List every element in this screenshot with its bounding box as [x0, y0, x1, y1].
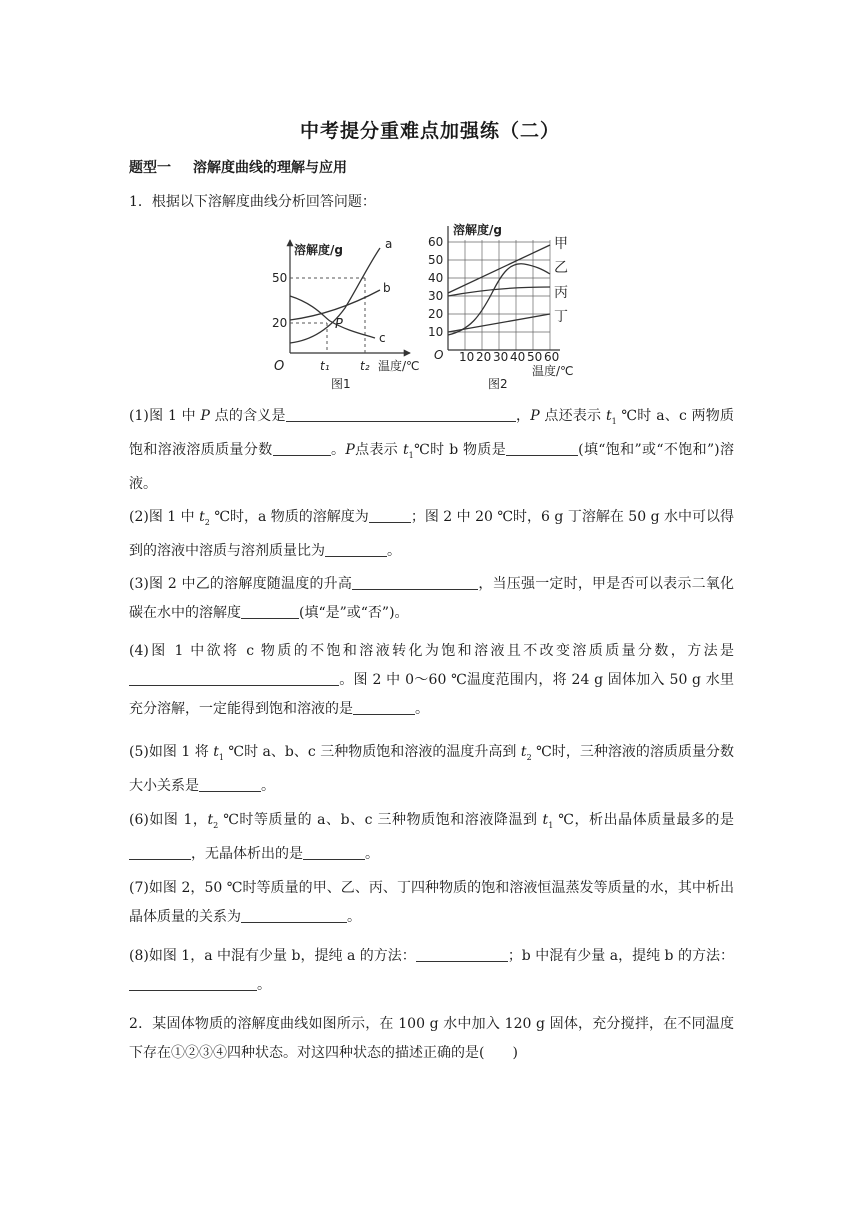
answer-blank[interactable]	[369, 506, 411, 523]
fig1-caption: 图1	[331, 377, 351, 391]
section-heading	[129, 157, 347, 177]
fig1-xtick-t1: t₁	[320, 359, 330, 373]
fig2-xtick-10: 10	[459, 350, 475, 364]
answer-blank[interactable]	[241, 602, 299, 619]
question-1-part-1: (1)图 1 中 P 点的含义是 ，P 点还表示 $t_1$ ℃时 a、c 两物质饱和溶液溶质质量分数 。P点表示 $t_1℃$时 b 物质是 (填“饱和”或“不饱和”)溶液。	[129, 402, 734, 499]
solubility-figures	[270, 218, 600, 398]
fig2-xtick-40: 40	[510, 350, 526, 364]
fig1-ytick-50: 50	[272, 271, 288, 285]
figure-2	[428, 222, 574, 391]
answer-blank[interactable]	[129, 974, 257, 991]
fig2-label-yi: 乙	[554, 260, 568, 276]
answer-blank[interactable]	[129, 843, 191, 860]
fig2-xtick-30: 30	[493, 350, 509, 364]
fig2-label-jia: 甲	[554, 236, 568, 252]
figure-1	[272, 237, 420, 391]
fig1-label-a: a	[385, 237, 393, 251]
answer-blank[interactable]	[199, 775, 261, 792]
fig1-origin: O	[274, 359, 285, 374]
fig1-curve-b	[290, 290, 380, 320]
fig2-xtick-50: 50	[527, 350, 543, 364]
fig2-ytick-30: 30	[428, 289, 444, 303]
question-1-part-6: (6)如图 1，$t_2$ ℃时等质量的 a、b、c 三种物质饱和溶液降温到 $t_1$ ℃，析出晶体质量最多的是，无晶体析出的是 。	[129, 812, 734, 862]
fig2-ylabel: 溶解度/g	[453, 223, 502, 237]
fig2-ytick-10: 10	[428, 325, 444, 339]
answer-blank[interactable]	[325, 540, 387, 557]
question-1-part-3: (3)图 2 中乙的溶解度随温度的升高 ，当压强一定时，甲是否可以表示二氧化碳在水中的溶解度 (填“是”或“否”)。	[129, 570, 734, 628]
question-1-part-2: (2)图 1 中 $t_2$ ℃时，a 物质的溶解度为 ；图 2 中 20 ℃时，6 g 丁溶解在 50 g 水中可以得到的溶液中溶质与溶剂质量比为 。	[129, 503, 734, 566]
fig1-point-p: P	[335, 317, 343, 332]
fig1-xlabel: 温度/℃	[378, 359, 420, 373]
fig2-origin: O	[434, 348, 444, 362]
fig1-ytick-20: 20	[272, 316, 288, 330]
answer-blank[interactable]	[273, 439, 331, 456]
fig1-label-b: b	[383, 281, 391, 295]
fig2-ytick-50: 50	[428, 253, 444, 267]
answer-blank[interactable]	[241, 906, 347, 923]
fig1-xtick-t2: t₂	[360, 359, 370, 373]
answer-blank[interactable]	[353, 698, 415, 715]
fig2-ytick-20: 20	[428, 307, 444, 321]
question-1-part-8: (8)如图 1，a 中混有少量 b，提纯 a 的方法： ；b 中混有少量 a，提纯 b 的方法：。	[129, 942, 734, 1000]
question-1-part-5: (5)如图 1 将 $t_1$ ℃时 a、b、c 三种物质饱和溶液的温度升高到 $t_2$ ℃时，三种溶液的溶质质量分数大小关系是 。	[129, 744, 734, 794]
fig2-xtick-20: 20	[476, 350, 492, 364]
fig2-label-ding: 丁	[554, 309, 568, 325]
fig2-xtick-60: 60	[544, 350, 560, 364]
fig2-ytick-40: 40	[428, 271, 444, 285]
fig1-ylabel: 溶解度/g	[294, 243, 343, 257]
question-1-stem: 1．根据以下溶解度曲线分析回答问题：	[129, 194, 376, 210]
fig2-ytick-60: 60	[428, 235, 444, 249]
question-1-part-7: (7)如图 2，50 ℃时等质量的甲、乙、丙、丁四种物质的饱和溶液恒温蒸发等质量的水，其中析出晶体质量的关系为 。	[129, 880, 734, 925]
section-name: 溶解度曲线的理解与应用	[193, 160, 347, 176]
figures	[270, 218, 600, 398]
fig1-curve-c	[290, 296, 375, 338]
answer-blank[interactable]	[286, 405, 516, 422]
section-label: 题型一	[129, 160, 171, 176]
question-2: 2．某固体物质的溶解度曲线如图所示，在 100 g 水中加入 120 g 固体，充分搅拌，在不同温度下存在①②③④四种状态。对这四种状态的描述正确的是( )	[129, 1016, 734, 1061]
fig2-xlabel: 温度/℃	[532, 364, 574, 378]
answer-blank[interactable]	[129, 669, 339, 686]
answer-blank[interactable]	[416, 945, 508, 962]
page-title: 中考提分重难点加强练（二）	[299, 120, 560, 142]
fig2-label-bing: 丙	[554, 285, 568, 301]
fig2-caption: 图2	[488, 377, 508, 391]
fig1-label-c: c	[379, 331, 386, 345]
answer-blank[interactable]	[303, 843, 365, 860]
answer-blank[interactable]	[506, 439, 578, 456]
question-1-part-4: (4)图 1 中欲将 c 物质的不饱和溶液转化为饱和溶液且不改变溶质质量分数，方法是。图 2 中 0～60 ℃温度范围内，将 24 g 固体加入 50 g 水里充分溶解，一定能得到饱和溶液的是 。	[129, 643, 734, 717]
answer-blank[interactable]	[352, 573, 478, 590]
